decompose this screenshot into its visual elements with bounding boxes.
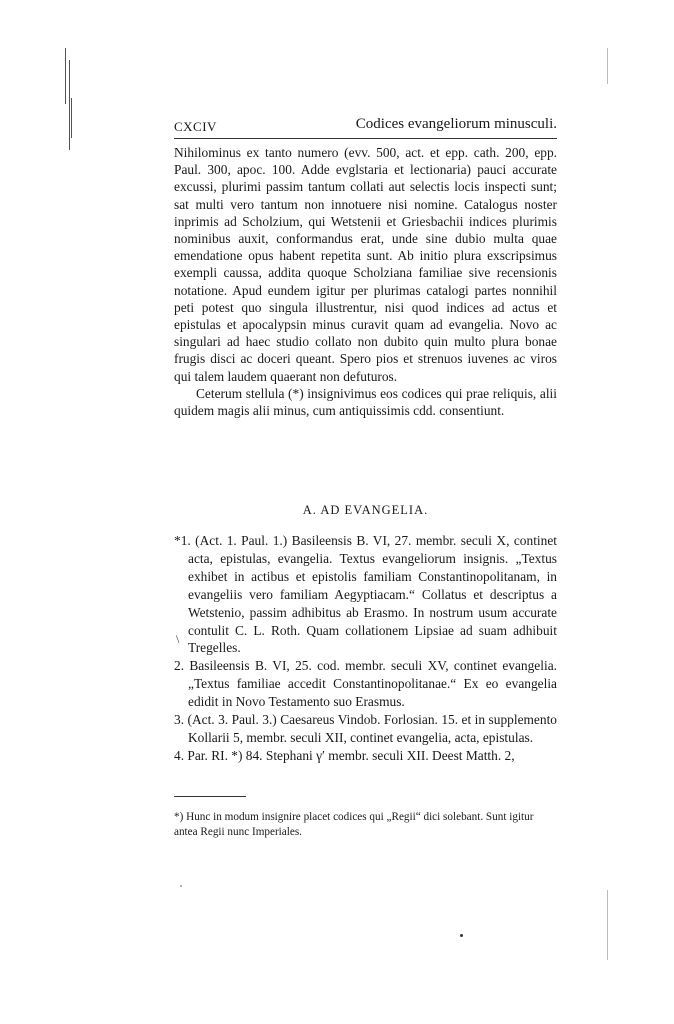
page-number: CXCIV bbox=[174, 119, 217, 134]
left-edge-mark bbox=[65, 48, 66, 104]
section-heading: A. AD EVANGELIA. bbox=[302, 503, 429, 517]
intro-paragraph: Nihilominus ex tanto numero (evv. 500, act. et epp. cath. 200, epp. Paul. 300, apoc. 100. Adde evglstaria et lectionaria) pauci accurate excussi, plurimi passim tantum collati aut selectis locis inspecti sunt; sat multi vero tantum non innotuere nisi nomine. Catalogus noster inprimis ad Scholzium, qui Wetstenii et Griesbachii indices plurimis nominibus auxit, conformandus erat, unde sine dubio multa quae emendatione opus habent repetita sunt. Ab initio plura exscripsimus exempli caussa, addita quoque Scholziana familiae sive recensionis notatione. Apud eundem igitur per plurimas catalogi partes nonnihil peti potest quo singula illustrentur, nisi quod indices ad actus et epistulas et apocalypsin minus curavit quam ad evangelia. Novo ac singulari ad haec studio collato non dubito quin multo plura bonae frugis disci ac doceri queant. Spero pios et strenuos iuvenes ac viros qui talem laudem quaerant non defuturos. bbox=[174, 145, 557, 384]
running-title: Codices evangeliorum minusculi. bbox=[355, 116, 557, 132]
intro-text bbox=[174, 144, 557, 419]
codex-entry: *1. (Act. 1. Paul. 1.) Basileensis B. VI, 27. membr. seculi X, continet acta, epistulas, evangelia. Textus evangeliorum insignis. „Textus exhibet in actibus et epistolis familiam Constantinopolitanam, in evangeliis vero familiam Aegyptiacam.“ Collatus et descriptus a Wetstenio, passim adhibitus ab Erasmo. In nostrum usum accurate contulit C. L. Roth. Quam collationem Lipsiae ad suam adhibuit Tregelles. bbox=[174, 533, 557, 656]
intro-paragraph: Ceterum stellula (*) insignivimus eos codices qui prae reliquis, alii quidem magis alii minus, cum antiquissimis cdd. consentiunt. bbox=[174, 385, 557, 419]
right-gutter-line bbox=[607, 890, 608, 960]
right-gutter-line bbox=[607, 48, 608, 84]
margin-mark: \ bbox=[176, 632, 180, 646]
page-header bbox=[174, 116, 557, 139]
ink-speck bbox=[460, 934, 463, 937]
codex-entry: 2. Basileensis B. VI, 25. cod. membr. seculi XV, continet evangelia. „Textus familiae accedit Constantinopolitanae.“ Ex eo evangelia edidit in Novo Testamento suo Erasmus. bbox=[174, 658, 557, 710]
codex-entry: 4. Par. RI. *) 84. Stephani γ′ membr. seculi XII. Deest Matth. 2, bbox=[174, 747, 515, 763]
codex-entry: 3. (Act. 3. Paul. 3.) Caesareus Vindob. Forlosian. 15. et in supplemento Kollarii 5, membr. seculi XII, continet evangelia, acta, epistulas. bbox=[174, 712, 557, 745]
left-edge-mark bbox=[71, 98, 72, 138]
left-edge-mark bbox=[69, 60, 70, 150]
codex-list bbox=[174, 532, 557, 765]
footnote-divider bbox=[174, 796, 246, 797]
ink-speck bbox=[180, 885, 182, 887]
footnote: *) Hunc in modum insignire placet codices qui „Regii“ dici solebant. Sunt igitur antea Regii nunc Imperiales. bbox=[174, 811, 534, 838]
